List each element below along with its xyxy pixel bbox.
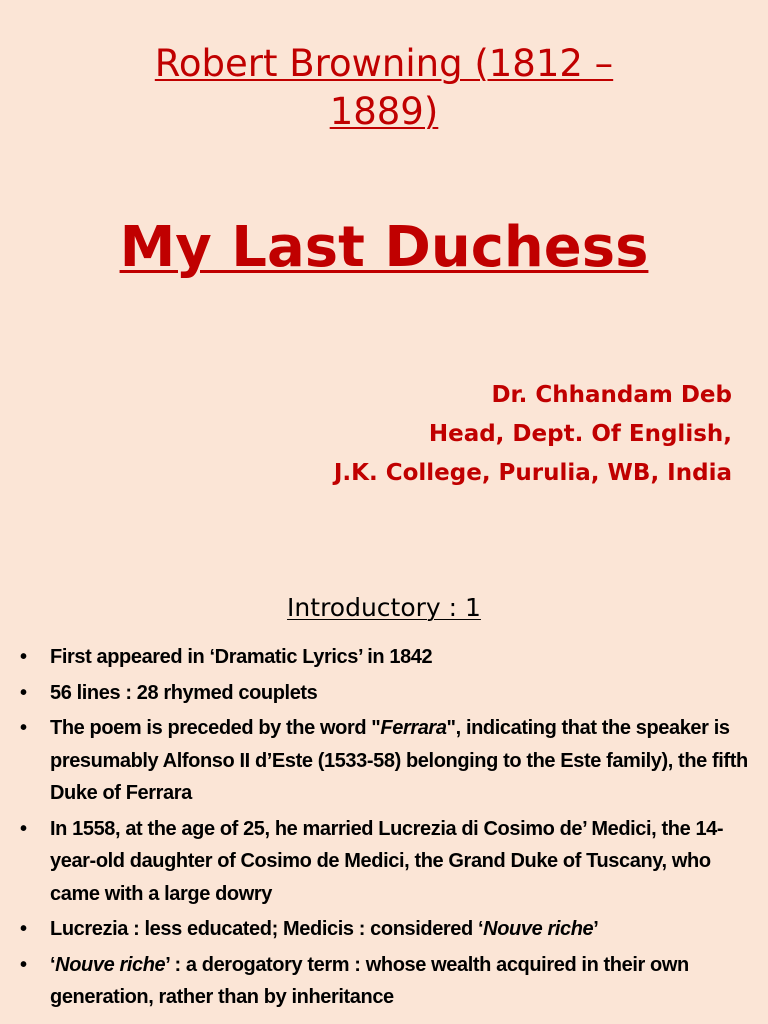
bullet-text: In 1558, at the age of 25, he married Lucrezia di Cosimo de’ Medici, the 14-year-old daughter of Cosimo de Medici, the Grand Duke of Tuscany, who came with a large dowry bbox=[50, 817, 724, 905]
bullet-icon: • bbox=[20, 953, 27, 976]
poem-title: My Last Duchess bbox=[119, 215, 649, 280]
author-position: Head, Dept. Of English, bbox=[428, 421, 732, 447]
list-item bbox=[20, 949, 750, 1014]
author-name: Dr. Chhandam Deb bbox=[491, 382, 732, 408]
bullet-text-italic: Nouve riche bbox=[55, 953, 166, 976]
bullet-text-italic: Ferrara bbox=[380, 717, 447, 739]
bullet-text-pre: ‘ bbox=[50, 953, 56, 976]
author-block bbox=[334, 376, 732, 493]
author-institution: J.K. College, Purulia, WB, India bbox=[333, 460, 732, 486]
bullet-list bbox=[20, 641, 750, 1017]
bullet-text-post: ’ bbox=[593, 918, 599, 940]
bullet-text-pre: The poem is preceded by the word " bbox=[50, 717, 381, 739]
bullet-text-post: ", indicating that the speaker is presumably Alfonso II d’Este (1533-58) belonging to the Este family), the fifth Duke of Ferrara bbox=[50, 717, 748, 804]
bullet-icon: • bbox=[20, 681, 27, 704]
bullet-icon: • bbox=[20, 918, 27, 940]
bullet-text-post: ’ : a derogatory term : whose wealth acquired in their own generation, rather than by inheritance bbox=[50, 953, 689, 1008]
bullet-icon: • bbox=[20, 646, 27, 668]
list-item bbox=[20, 712, 750, 810]
bullet-text: First appeared in ‘Dramatic Lyrics’ in 1842 bbox=[50, 646, 433, 668]
bullet-text-pre: Lucrezia : less educated; Medicis : considered ‘ bbox=[50, 918, 484, 940]
bullet-icon: • bbox=[20, 817, 27, 840]
lecture-title-line-2: 1889) bbox=[329, 90, 439, 133]
list-item bbox=[20, 813, 750, 911]
list-item bbox=[20, 677, 750, 710]
list-item bbox=[20, 641, 750, 674]
section-title: Introductory : 1 bbox=[287, 593, 481, 622]
lecture-title-line-1: Robert Browning (1812 – bbox=[154, 42, 614, 85]
list-item bbox=[20, 913, 750, 946]
bullet-text-italic: Nouve riche bbox=[483, 918, 594, 940]
bullet-text: 56 lines : 28 rhymed couplets bbox=[50, 681, 318, 704]
lecture-title bbox=[0, 40, 768, 136]
bullet-icon: • bbox=[20, 717, 27, 739]
